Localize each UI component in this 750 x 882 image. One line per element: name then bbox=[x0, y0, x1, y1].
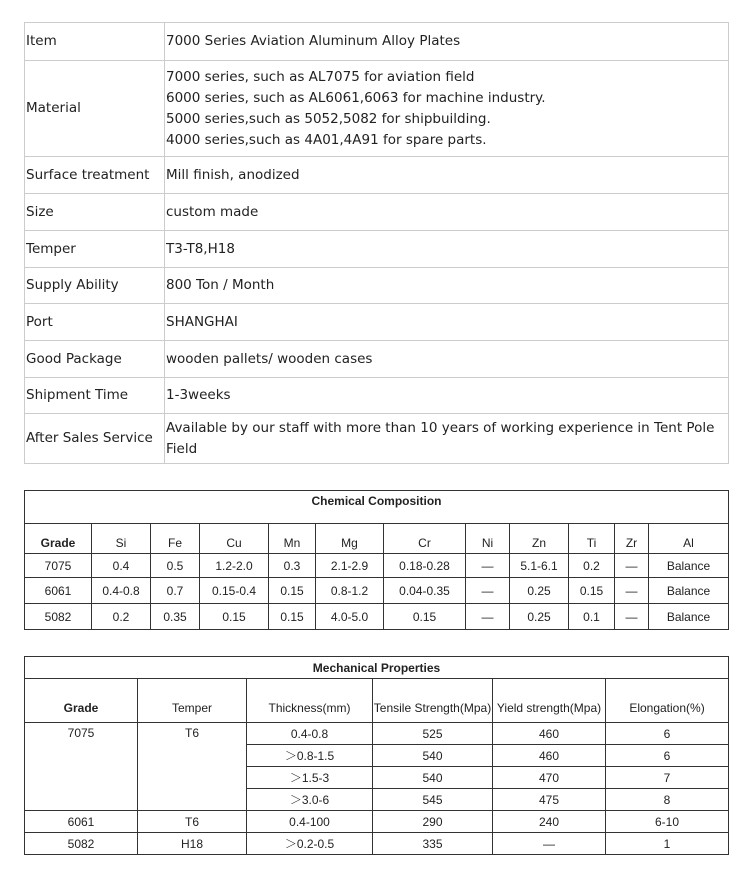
spec-label: Shipment Time bbox=[25, 378, 165, 414]
mech-header: Thickness(mm) bbox=[247, 679, 373, 723]
mech-header: Grade bbox=[25, 679, 138, 723]
spec-label: Surface treatment bbox=[25, 157, 165, 194]
spec-label: Size bbox=[25, 194, 165, 231]
chem-cell: 5.1-6.1 bbox=[510, 554, 569, 578]
spec-label: Good Package bbox=[25, 341, 165, 378]
mech-cell: 8 bbox=[606, 789, 729, 811]
spec-value-line: 1-3weeks bbox=[166, 387, 231, 403]
chem-header: Ti bbox=[569, 524, 615, 554]
chemical-composition-table bbox=[24, 490, 729, 630]
chem-cell: 4.0-5.0 bbox=[316, 604, 384, 630]
mechanical-properties-table bbox=[24, 656, 729, 855]
chem-row bbox=[25, 578, 729, 604]
spec-value bbox=[165, 194, 729, 231]
mech-cell: 545 bbox=[373, 789, 493, 811]
mech-cell: 290 bbox=[373, 811, 493, 833]
mech-cell: ＞1.5-3 bbox=[247, 767, 373, 789]
chem-header: Mn bbox=[269, 524, 316, 554]
mech-cell: 460 bbox=[493, 745, 606, 767]
chem-cell: 0.15 bbox=[269, 578, 316, 604]
mech-cell: T6 bbox=[138, 811, 247, 833]
spec-value-line: Available by our staff with more than 10 years of working experience in Tent Pole Field bbox=[166, 419, 715, 457]
chem-cell: 0.15 bbox=[200, 604, 269, 630]
mech-cell: 0.4-0.8 bbox=[247, 723, 373, 745]
chem-header: Grade bbox=[25, 524, 92, 554]
spec-row bbox=[25, 341, 729, 378]
mech-cell: 1 bbox=[606, 833, 729, 855]
spec-row bbox=[25, 231, 729, 268]
spec-value bbox=[165, 414, 729, 464]
mech-cell: ＞3.0-6 bbox=[247, 789, 373, 811]
chem-cell: 0.5 bbox=[151, 554, 200, 578]
chem-header: Zn bbox=[510, 524, 569, 554]
spec-value-line: Mill finish, anodized bbox=[166, 166, 300, 183]
chem-row bbox=[25, 604, 729, 630]
mech-header: Tensile Strength(Mpa) bbox=[373, 679, 493, 723]
chem-cell: 0.1 bbox=[569, 604, 615, 630]
chem-cell: 0.04-0.35 bbox=[384, 578, 466, 604]
spec-value bbox=[165, 378, 729, 414]
chem-cell: 0.8-1.2 bbox=[316, 578, 384, 604]
chem-cell: 5082 bbox=[25, 604, 92, 630]
chem-cell: 0.2 bbox=[92, 604, 151, 630]
chem-cell: — bbox=[466, 578, 510, 604]
chem-cell: 0.7 bbox=[151, 578, 200, 604]
mech-cell: H18 bbox=[138, 833, 247, 855]
mech-header: Elongation(%) bbox=[606, 679, 729, 723]
mech-cell: ＞0.2-0.5 bbox=[247, 833, 373, 855]
spec-value-line: 800 Ton / Month bbox=[166, 277, 275, 293]
mech-header: Yield strength(Mpa) bbox=[493, 679, 606, 723]
chem-cell: — bbox=[615, 604, 649, 630]
chem-cell: 0.15 bbox=[384, 604, 466, 630]
spec-value-line: 7000 Series Aviation Aluminum Alloy Plates bbox=[166, 33, 461, 49]
spec-label: Material bbox=[25, 61, 165, 157]
chem-cell: — bbox=[615, 578, 649, 604]
mech-row bbox=[25, 723, 729, 745]
mech-cell: 240 bbox=[493, 811, 606, 833]
chem-header: Cr bbox=[384, 524, 466, 554]
mech-cell: 540 bbox=[373, 745, 493, 767]
mech-row bbox=[25, 833, 729, 855]
mech-cell: 6 bbox=[606, 723, 729, 745]
spec-table bbox=[24, 22, 729, 464]
spec-value bbox=[165, 61, 729, 157]
spec-value bbox=[165, 268, 729, 304]
mech-cell: 460 bbox=[493, 723, 606, 745]
chem-header: Al bbox=[649, 524, 729, 554]
mech-cell: 7 bbox=[606, 767, 729, 789]
spec-value-line: 5000 series,such as 5052,5082 for shipbuilding. bbox=[166, 110, 491, 127]
mech-cell: 475 bbox=[493, 789, 606, 811]
chem-header: Zr bbox=[615, 524, 649, 554]
mech-cell: 525 bbox=[373, 723, 493, 745]
spec-label: Temper bbox=[25, 231, 165, 268]
chem-cell: — bbox=[466, 604, 510, 630]
chem-cell: 0.15-0.4 bbox=[200, 578, 269, 604]
mech-cell: 5082 bbox=[25, 833, 138, 855]
mech-cell: 540 bbox=[373, 767, 493, 789]
chem-cell: 0.25 bbox=[510, 578, 569, 604]
chem-cell: 0.3 bbox=[269, 554, 316, 578]
spec-row bbox=[25, 414, 729, 464]
spec-value-line: T3-T8,H18 bbox=[166, 240, 235, 257]
chem-cell: 0.18-0.28 bbox=[384, 554, 466, 578]
spec-value-line: 7000 series, such as AL7075 for aviation field bbox=[166, 68, 475, 85]
chem-cell: 0.15 bbox=[569, 578, 615, 604]
spec-value-line: custom made bbox=[166, 203, 259, 220]
spec-label: Port bbox=[25, 304, 165, 341]
spec-value bbox=[165, 304, 729, 341]
spec-label: Item bbox=[25, 23, 165, 61]
chem-cell: 0.2 bbox=[569, 554, 615, 578]
mech-cell: 6061 bbox=[25, 811, 138, 833]
chem-cell: 2.1-2.9 bbox=[316, 554, 384, 578]
spec-value-line: 4000 series,such as 4A01,4A91 for spare parts. bbox=[166, 131, 487, 148]
chem-cell: 6061 bbox=[25, 578, 92, 604]
chem-cell: — bbox=[466, 554, 510, 578]
spec-label: Supply Ability bbox=[25, 268, 165, 304]
mech-cell: 6-10 bbox=[606, 811, 729, 833]
mech-title: Mechanical Properties bbox=[25, 657, 729, 679]
mech-grade: 7075 bbox=[25, 723, 138, 811]
chem-header: Mg bbox=[316, 524, 384, 554]
spec-row bbox=[25, 268, 729, 304]
spec-value bbox=[165, 157, 729, 194]
mech-cell: ＞0.8-1.5 bbox=[247, 745, 373, 767]
mech-row bbox=[25, 811, 729, 833]
mech-cell: 6 bbox=[606, 745, 729, 767]
spec-value-line: 6000 series, such as AL6061,6063 for machine industry. bbox=[166, 89, 546, 106]
chem-header: Fe bbox=[151, 524, 200, 554]
mech-cell: — bbox=[493, 833, 606, 855]
mech-temper: T6 bbox=[138, 723, 247, 811]
chem-title: Chemical Composition bbox=[25, 491, 729, 524]
chem-cell: Balance bbox=[649, 554, 729, 578]
chem-cell: 0.15 bbox=[269, 604, 316, 630]
spec-row bbox=[25, 23, 729, 61]
chem-cell: — bbox=[615, 554, 649, 578]
chem-header: Ni bbox=[466, 524, 510, 554]
spec-value bbox=[165, 341, 729, 378]
chem-header: Si bbox=[92, 524, 151, 554]
chem-cell: 0.35 bbox=[151, 604, 200, 630]
chem-cell: Balance bbox=[649, 578, 729, 604]
chem-cell: 7075 bbox=[25, 554, 92, 578]
spec-row bbox=[25, 194, 729, 231]
chem-cell: 0.4 bbox=[92, 554, 151, 578]
chem-cell: 0.4-0.8 bbox=[92, 578, 151, 604]
chem-header: Cu bbox=[200, 524, 269, 554]
mech-cell: 470 bbox=[493, 767, 606, 789]
mech-header: Temper bbox=[138, 679, 247, 723]
spec-value-line: wooden pallets/ wooden cases bbox=[166, 350, 373, 367]
mech-cell: 0.4-100 bbox=[247, 811, 373, 833]
spec-value bbox=[165, 231, 729, 268]
spec-row bbox=[25, 378, 729, 414]
chem-row bbox=[25, 554, 729, 578]
chem-cell: Balance bbox=[649, 604, 729, 630]
chem-cell: 0.25 bbox=[510, 604, 569, 630]
spec-row bbox=[25, 157, 729, 194]
spec-value bbox=[165, 23, 729, 61]
mech-cell: 335 bbox=[373, 833, 493, 855]
spec-row bbox=[25, 61, 729, 157]
chem-cell: 1.2-2.0 bbox=[200, 554, 269, 578]
spec-value-line: SHANGHAI bbox=[166, 313, 238, 330]
spec-row bbox=[25, 304, 729, 341]
spec-label: After Sales Service bbox=[25, 414, 165, 464]
